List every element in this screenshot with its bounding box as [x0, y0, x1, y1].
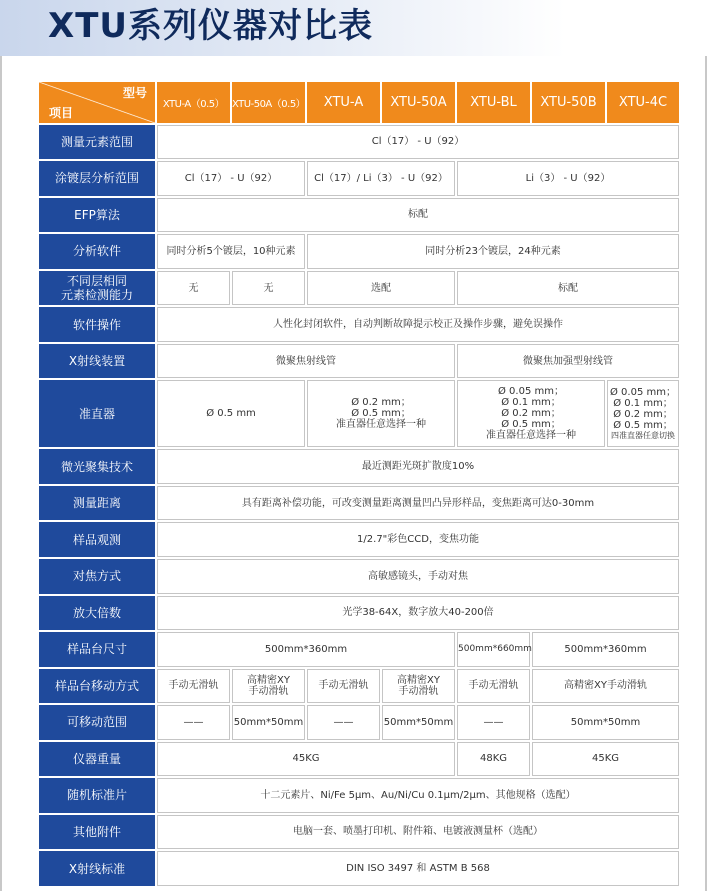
row-label: 样品观测	[39, 522, 155, 557]
table-cell: 无	[232, 271, 305, 306]
table-row	[39, 815, 679, 850]
corner-model-label: 型号	[122, 86, 147, 100]
table-cell: Cl（17）/ Li（3） - U（92）	[307, 161, 455, 196]
collimator-line: Ø 0.1 mm；	[613, 398, 673, 410]
table-cell: 高敏感镜头，手动对焦	[157, 559, 679, 594]
table-row	[39, 742, 679, 777]
table-cell: Cl（17） - U（92）	[157, 161, 305, 196]
table-row	[39, 669, 679, 704]
comparison-table	[37, 80, 681, 888]
row-label: 样品台移动方式	[39, 669, 155, 704]
row-label: 随机标准片	[39, 778, 155, 813]
row-label-line: 元素检测能力	[60, 288, 133, 303]
table-cell: 选配	[307, 271, 455, 306]
row-label: 微光聚集技术	[39, 449, 155, 484]
table-cell: 50mm*50mm	[382, 705, 455, 740]
row-label: 仪器重量	[39, 742, 155, 777]
collimator-line: 准直器任意选择一种	[336, 419, 426, 431]
table-header-row	[39, 82, 679, 123]
table-cell: 45KG	[532, 742, 679, 777]
table-cell: 无	[157, 271, 230, 306]
row-label: 准直器	[39, 380, 155, 447]
table-cell: 标配	[157, 198, 679, 233]
table-cell: Ø 0.5 mm	[157, 380, 305, 447]
table-row	[39, 161, 679, 196]
table-cell: 手动无滑轨	[157, 669, 230, 704]
table-row	[39, 449, 679, 484]
collimator-line: Ø 0.1 mm；	[501, 397, 561, 409]
table-cell: 人性化封闭软件，自动判断故障提示校正及操作步骤，避免误操作	[157, 307, 679, 342]
collimator-line: Ø 0.5 mm；	[351, 408, 411, 420]
table-row	[39, 596, 679, 631]
row-label: 样品台尺寸	[39, 632, 155, 667]
collimator-line: Ø 0.2 mm；	[351, 397, 411, 409]
corner-item-label: 项目	[49, 105, 74, 120]
table-row	[39, 559, 679, 594]
header-corner-cell	[39, 82, 155, 123]
table-cell: 最近测距光斑扩散度10%	[157, 449, 679, 484]
collimator-line: Ø 0.5 mm；	[613, 420, 673, 432]
row-label: 放大倍数	[39, 596, 155, 631]
table-cell: ——	[307, 705, 380, 740]
table-cell: ——	[457, 705, 530, 740]
model-header: XTU-4C	[607, 82, 679, 123]
model-header: XTU-50B	[532, 82, 605, 123]
collimator-line: 四准直器任意切换	[611, 431, 675, 441]
table-cell: 具有距离补偿功能，可改变测量距离测量凹凸异形样品，变焦距离可达0-30mm	[157, 486, 679, 521]
table-cell: 1/2.7"彩色CCD，变焦功能	[157, 522, 679, 557]
table-cell	[457, 380, 605, 447]
table-row	[39, 705, 679, 740]
collimator-line: 准直器任意选择一种	[486, 430, 576, 442]
table-cell: 标配	[457, 271, 679, 306]
collimator-line: Ø 0.05 mm；	[498, 386, 564, 398]
table-cell: 电脑一套、喷墨打印机、附件箱、电镀液测量杯（选配）	[157, 815, 679, 850]
table-row	[39, 125, 679, 160]
table-cell: 手动无滑轨	[307, 669, 380, 704]
table-cell: 50mm*50mm	[232, 705, 305, 740]
row-label: EFP算法	[39, 198, 155, 233]
collimator-line: Ø 0.2 mm；	[613, 409, 673, 421]
table-row	[39, 271, 679, 306]
table-cell: 500mm*360mm	[157, 632, 455, 667]
cell-line: 手动滑轨	[398, 685, 439, 697]
table-row	[39, 234, 679, 269]
table-row	[39, 522, 679, 557]
table-cell	[307, 380, 455, 447]
table-row	[39, 198, 679, 233]
cell-line: 高精密XY	[247, 674, 290, 686]
row-label-line: 不同层相同	[66, 274, 127, 289]
table-cell	[232, 669, 305, 704]
table-cell: 50mm*50mm	[532, 705, 679, 740]
table-row	[39, 486, 679, 521]
table-row	[39, 380, 679, 447]
row-label: X射线标准	[39, 851, 155, 886]
table-cell: 45KG	[157, 742, 455, 777]
table-cell: 500mm*660mm	[457, 632, 530, 667]
row-label: 对焦方式	[39, 559, 155, 594]
table-cell: 手动无滑轨	[457, 669, 530, 704]
table-row	[39, 778, 679, 813]
row-label: 测量距离	[39, 486, 155, 521]
page-title: XTU系列仪器对比表	[48, 6, 374, 46]
table-cell	[382, 669, 455, 704]
row-label: 分析软件	[39, 234, 155, 269]
model-header: XTU-BL	[457, 82, 530, 123]
table-row	[39, 307, 679, 342]
row-label: X射线装置	[39, 344, 155, 379]
model-header: XTU-50A	[382, 82, 455, 123]
table-row	[39, 851, 679, 886]
table-row	[39, 344, 679, 379]
table-cell: 48KG	[457, 742, 530, 777]
table-cell: 十二元素片、Ni/Fe 5μm、Au/Ni/Cu 0.1μm/2μm、其他规格（选配）	[157, 778, 679, 813]
row-label: 软件操作	[39, 307, 155, 342]
model-header: XTU-50A（0.5）	[232, 82, 305, 123]
table-cell: Cl（17） - U（92）	[157, 125, 679, 160]
row-label: 其他附件	[39, 815, 155, 850]
table-cell: ——	[157, 705, 230, 740]
table-cell: Li（3） - U（92）	[457, 161, 679, 196]
row-label: 测量元素范围	[39, 125, 155, 160]
row-label: 涂镀层分析范围	[39, 161, 155, 196]
cell-line: 手动滑轨	[248, 685, 289, 697]
cell-line: 高精密XY	[397, 674, 440, 686]
model-header: XTU-A（0.5）	[157, 82, 230, 123]
table-cell: 微聚焦加强型射线管	[457, 344, 679, 379]
model-header: XTU-A	[307, 82, 380, 123]
row-label: 可移动范围	[39, 705, 155, 740]
table-cell	[607, 380, 679, 447]
collimator-line: Ø 0.05 mm；	[610, 387, 676, 399]
table-cell: 高精密XY手动滑轨	[532, 669, 679, 704]
table-row	[39, 632, 679, 667]
collimator-line: Ø 0.2 mm；	[501, 408, 561, 420]
table-cell: 同时分析23个镀层，24种元素	[307, 234, 679, 269]
table-cell: 同时分析5个镀层，10种元素	[157, 234, 305, 269]
row-label	[39, 271, 155, 306]
table-cell: DIN ISO 3497 和 ASTM B 568	[157, 851, 679, 886]
collimator-line: Ø 0.5 mm；	[501, 419, 561, 431]
table-cell: 光学38-64X，数字放大40-200倍	[157, 596, 679, 631]
table-cell: 500mm*360mm	[532, 632, 679, 667]
table-cell: 微聚焦射线管	[157, 344, 455, 379]
